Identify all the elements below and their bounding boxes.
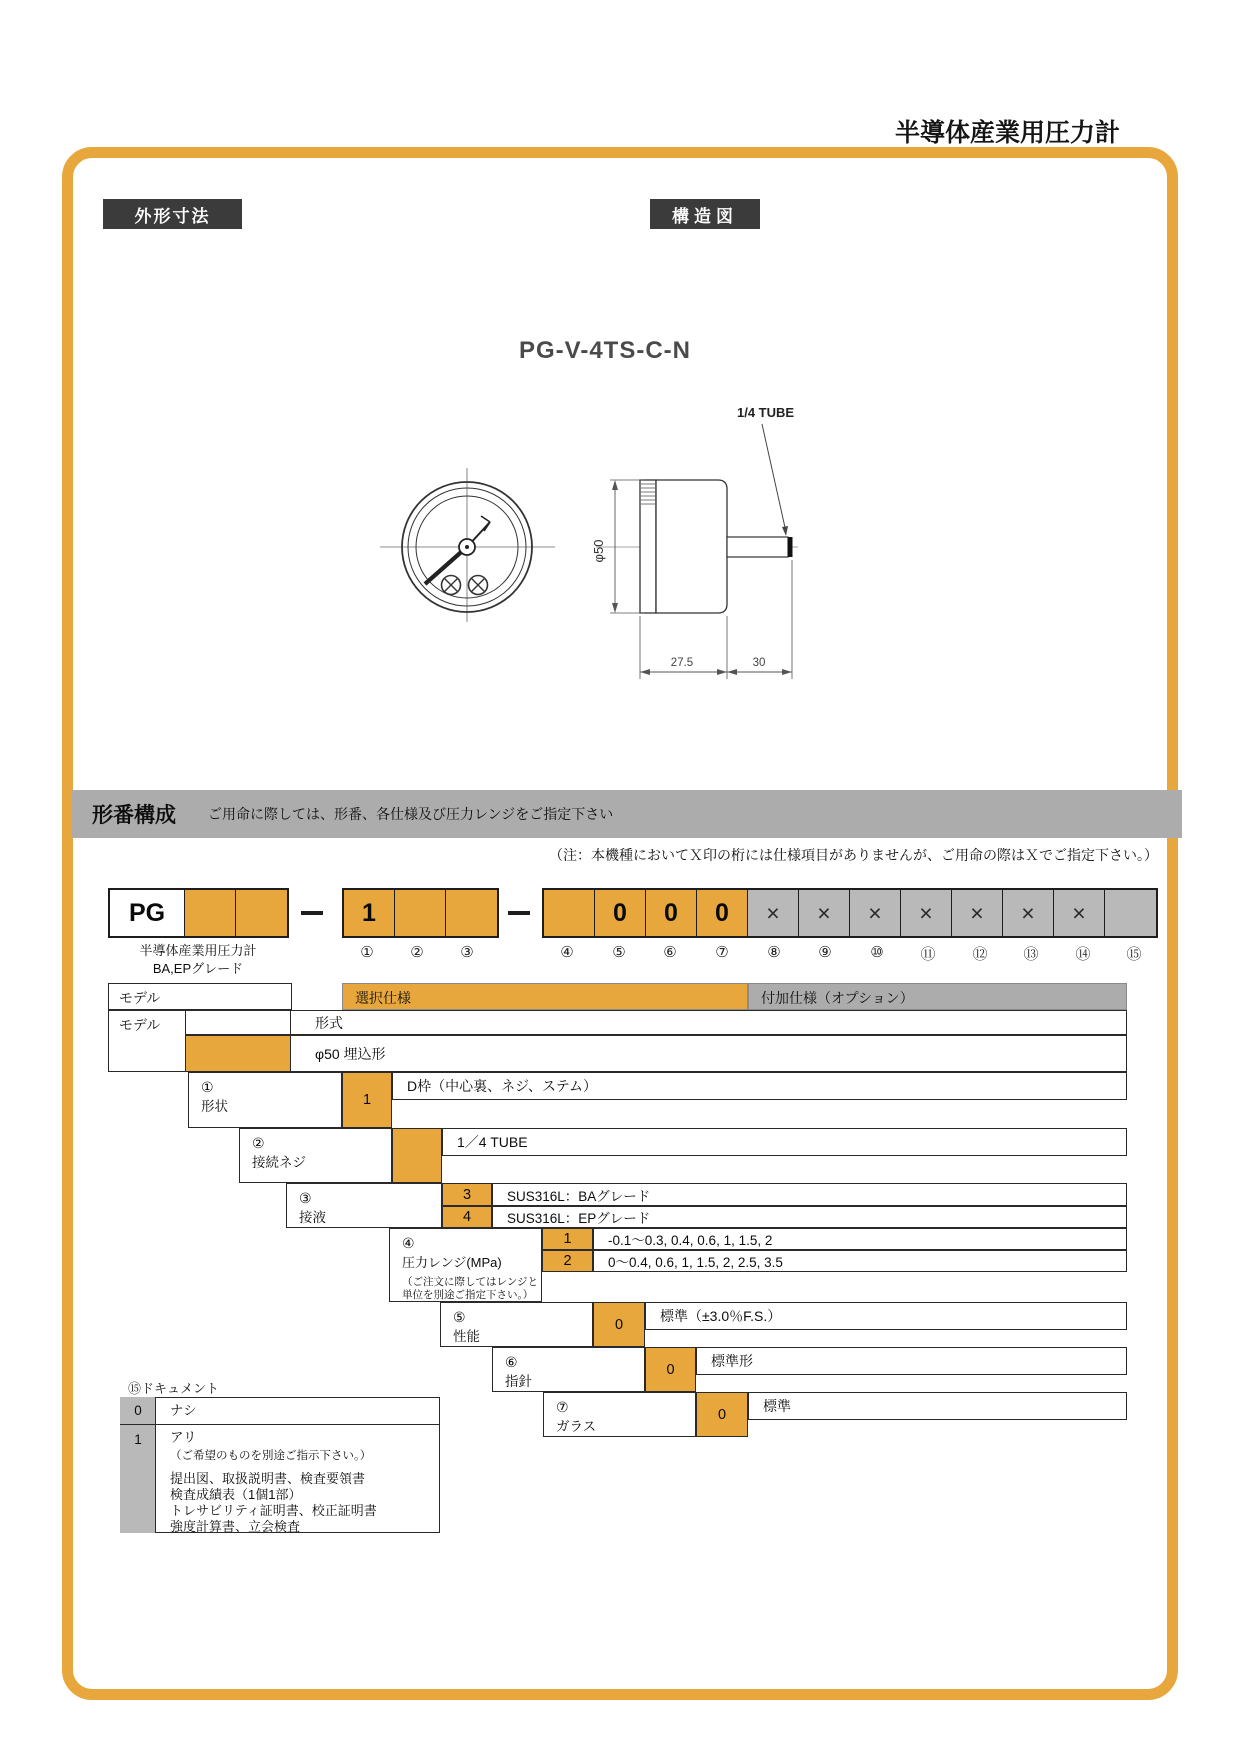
dimensions-section-tag: 外形寸法: [103, 199, 242, 229]
code-box-empty: [185, 890, 236, 936]
spec-row-name: 接続ネジ: [252, 1155, 306, 1170]
code-group-3: [542, 888, 1158, 938]
code-group-prefix: [108, 888, 289, 938]
spec-row-name: 圧力レンジ(MPa): [402, 1255, 502, 1270]
spec-row-num: ①: [201, 1079, 214, 1095]
spec-row-wetted-desc-ba: SUS316L：BAグレード: [492, 1183, 1127, 1206]
spec-row-name: 接液: [299, 1210, 326, 1225]
document-table-title: ⑮ドキュメント: [128, 1381, 220, 1396]
position-number: ⑫: [972, 946, 988, 963]
code-box-12: ×: [952, 890, 1003, 936]
spec-row-range-code-1: 1: [542, 1228, 593, 1250]
gauge-front-view: [380, 468, 555, 622]
spec-row-pointer-label: [492, 1347, 645, 1392]
code-box-15: [1105, 890, 1156, 936]
diameter-dim-label: φ50: [591, 539, 606, 563]
spec-row-range-desc-2: 0～0.4, 0.6, 1, 1.5, 2, 2.5, 3.5: [593, 1250, 1127, 1272]
document-label-none: ナシ: [170, 1403, 197, 1418]
spec-model-empty-cell: [185, 1010, 291, 1035]
spec-row-pointer-code: 0: [645, 1347, 696, 1392]
gauge-side-view: [596, 424, 798, 679]
document-code-none: 0: [134, 1403, 142, 1418]
spec-row-num: ⑦: [556, 1399, 569, 1415]
model-composition-title: 形番構成: [92, 804, 176, 827]
tube-size-label: 1/4 TUBE: [737, 405, 795, 420]
spec-row-wetted-code-ba: 3: [442, 1183, 492, 1206]
spec-row-note-line1: （ご注文に際してはレンジと: [402, 1276, 538, 1288]
code-box-3: [446, 890, 497, 936]
document-item: 強度計算書、立会検査: [170, 1519, 301, 1534]
spec-row-num: ⑥: [505, 1354, 518, 1370]
spec-row-wetted-code-ep: 4: [442, 1206, 492, 1228]
model-composition-subtitle: ご用命に際しては、形番、各仕様及び圧力レンジをご指定下さい: [208, 806, 614, 822]
code-box-1: 1: [344, 890, 395, 936]
spec-row-wetted-label: [286, 1183, 442, 1228]
position-number: ⑦: [715, 944, 729, 961]
tube-length-dim-label: 30: [752, 657, 766, 669]
position-number: ⑬: [1023, 946, 1039, 963]
spec-type-label-cell: 形式: [290, 1010, 1127, 1035]
spec-row-name: 形状: [201, 1099, 228, 1114]
spec-row-note-line2: 単位を別途ご指定下さい。）: [402, 1289, 534, 1301]
model-composition-bar: [72, 790, 1182, 838]
spec-row-num: ④: [402, 1235, 415, 1251]
document-row-divider: [120, 1424, 440, 1425]
spec-row-performance-code: 0: [593, 1302, 645, 1347]
code-box-2: [395, 890, 446, 936]
document-item: 提出図、取扱説明書、検査要領書: [170, 1471, 366, 1486]
position-number: ②: [410, 944, 424, 961]
code-box-11: ×: [901, 890, 952, 936]
position-number: ①: [360, 944, 374, 961]
spec-header-model-cell: モデル: [108, 983, 292, 1010]
spec-row-connection-code: [392, 1128, 442, 1183]
spec-row-glass-label: [543, 1392, 696, 1437]
spec-row-connection-label: [239, 1128, 392, 1183]
position-number: ⑩: [870, 944, 884, 961]
x-mark-note: （注：本機種においてＸ印の桁には仕様項目がありませんが、ご用命の際はＸでご指定下さい。）: [549, 847, 1158, 863]
code-box-5: 0: [595, 890, 646, 936]
spec-row-performance-desc: 標準（±3.0％F.S.）: [645, 1302, 1127, 1330]
spec-row-range-desc-1: -0.1～0.3, 0.4, 0.6, 1, 1.5, 2: [593, 1228, 1127, 1250]
code-box-14: ×: [1054, 890, 1105, 936]
spec-row-glass-code: 0: [696, 1392, 748, 1437]
spec-row-num: ③: [299, 1190, 312, 1206]
position-number: ⑥: [663, 944, 677, 961]
code-box-10: ×: [850, 890, 901, 936]
page-title: 半導体産業用圧力計: [894, 119, 1120, 147]
spec-row-shape-label: [188, 1072, 342, 1128]
code-box-7: 0: [697, 890, 748, 936]
gauge-technical-drawing: [330, 380, 850, 690]
position-number: ③: [460, 944, 474, 961]
position-number: ④: [560, 944, 574, 961]
document-item: トレサビリティ証明書、校正証明書: [170, 1503, 377, 1518]
spec-row-name: 指針: [505, 1374, 532, 1389]
screw-icon: [469, 576, 488, 595]
code-group-2: [342, 888, 499, 938]
depth-dim-label: 27.5: [670, 657, 694, 669]
spec-row-num: ⑤: [453, 1309, 466, 1325]
spec-row-num: ②: [252, 1135, 265, 1151]
spec-row-range-code-2: 2: [542, 1250, 593, 1272]
prefix-caption: [100, 942, 296, 978]
structure-section-tag: 構造図: [650, 199, 760, 229]
prefix-caption-line1: 半導体産業用圧力計: [139, 943, 257, 958]
position-number: ⑪: [920, 946, 936, 963]
spec-model-label-cell: モデル: [108, 1010, 186, 1072]
spec-row-pointer-desc: 標準形: [696, 1347, 1127, 1375]
position-number: ⑨: [818, 944, 832, 961]
spec-row-name: ガラス: [556, 1419, 597, 1434]
code-box-9: ×: [799, 890, 850, 936]
spec-model-code-cell: [185, 1035, 291, 1072]
prefix-caption-line2: BA,EPグレード: [152, 961, 244, 976]
position-number: ⑭: [1075, 946, 1091, 963]
spec-row-connection-desc: 1／4 TUBE: [442, 1128, 1127, 1156]
code-box-8: ×: [748, 890, 799, 936]
code-box-prefix: PG: [110, 890, 185, 936]
code-box-6: 0: [646, 890, 697, 936]
document-yes-content: [170, 1430, 434, 1535]
document-code-yes: 1: [134, 1431, 142, 1447]
document-note: （ご希望のものを別途ご指示下さい。）: [170, 1450, 372, 1462]
spec-row-shape-desc: D枠（中心裏、ネジ、ステム）: [392, 1072, 1127, 1100]
spec-header-optional-cell: 付加仕様（オプション）: [748, 983, 1127, 1010]
screw-icon: [442, 576, 461, 595]
spec-row-name: 性能: [453, 1329, 480, 1344]
spec-type-value-cell: φ50 埋込形: [290, 1035, 1127, 1072]
code-box-4: [544, 890, 595, 936]
model-number-title: PG-V-4TS-C-N: [518, 337, 691, 364]
position-number: ⑤: [612, 944, 626, 961]
document-item: 検査成績表（1個1部）: [170, 1487, 302, 1502]
spec-header-select-cell: 選択仕様: [342, 983, 748, 1010]
document-label-yes: アリ: [170, 1430, 197, 1445]
code-box-empty: [236, 890, 287, 936]
code-box-13: ×: [1003, 890, 1054, 936]
spec-row-glass-desc: 標準: [748, 1392, 1127, 1420]
spec-row-shape-code: 1: [342, 1072, 392, 1128]
spec-row-range-label: [389, 1228, 542, 1302]
spec-row-performance-label: [440, 1302, 593, 1347]
spec-row-wetted-desc-ep: SUS316L：EPグレード: [492, 1206, 1127, 1228]
code-dash: [301, 911, 323, 915]
code-dash: [508, 911, 530, 915]
position-number: ⑧: [767, 944, 781, 961]
position-number: ⑮: [1126, 946, 1142, 963]
